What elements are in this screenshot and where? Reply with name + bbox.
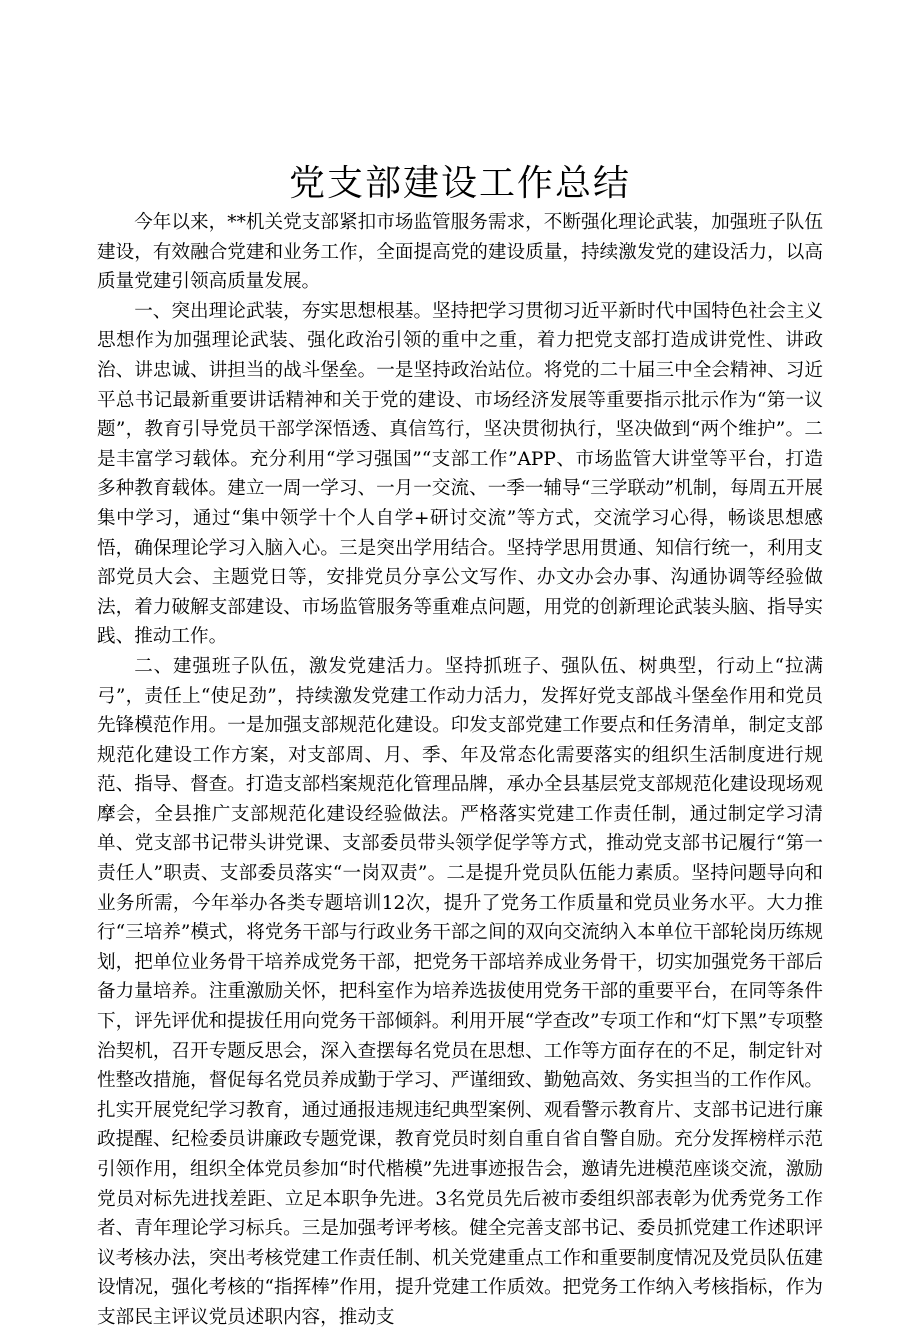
paragraph-intro: 今年以来，**机关党支部紧扣市场监管服务需求，不断强化理论武装，加强班子队伍建设，有效融合党建和业务工作，全面提高党的建设质量，持续激发党的建设活力，以高质量党建引领高质量发展。 [97,212,823,293]
document-title: 党支部建设工作总结 [288,163,631,204]
paragraph-section-2: 二、建强班子队伍，激发党建活力。坚持抓班子、强队伍、树典型，行动上“拉满弓”，责任上“使足劲”，持续激发党建工作动力活力，发挥好党支部战斗堡垒作用和党员先锋模范作用。一是加强支部规范化建设。印发支部党建工作要点和任务清单，制定支部规范化建设工作方案，对支部周、月、季、年及常态化需要落实的组织生活制度进行规范、指导、督查。打造支部档案规范化管理品牌，承办全县基层党支部规范化建设现场观摩会，全县推广支部规范化建设经验做法。严格落实党建工作责任制，通过制定学习清单、党支部书记带头讲党课、支部委员带头领学促学等方式，推动党支部书记履行“第一责任人”职责、支部委员落实“一岗双责”。二是提升党员队伍能力素质。坚持问题导向和业务所需，今年举办各类专题培训12次，提升了党务工作质量和党员业务水平。大力推行“三培养”模式，将党务干部与行政业务干部之间的双向交流纳入本单位干部轮岗历练规划，把单位业务骨干培养成党务干部，把党务干部培养成业务骨干，切实加强党务干部后备力量培养。注重激励关怀，把科室作为培养选拔使用党务干部的重要平台，在同等条件下，评先评优和提拔任用向党务干部倾斜。利用开展“学查改”专项工作和“灯下黑”专项整治契机，召开专题反思会，深入查摆每名党员在思想、工作等方面存在的不足，制定针对性整改措施，督促每名党员养成勤于学习、严谨细致、勤勉高效、务实担当的工作作风。扎实开展党纪学习教育，通过通报违规违纪典型案例、观看警示教育片、支部书记进行廉政提醒、纪检委员讲廉政专题党课，教育党员时刻自重自省自警自励。充分发挥榜样示范引领作用，组织全体党员参加“时代楷模”先进事迹报告会，邀请先进模范座谈交流，激励党员对标先进找差距、立足本职争先进。3名党员先后被市委组织部表彰为优秀党务工作者、青年理论学习标兵。三是加强考评考核。健全完善支部书记、委员抓党建工作述职评议考核办法，突出考核党建工作责任制、机关党建重点工作和重要制度情况及党员队伍建设情况，强化考核的“指挥棒”作用，提升党建工作质效。把党务工作纳入考核指标，作为支部民主评议党员述职内容，推动支 [97,655,823,1328]
document-body [97,208,823,1333]
paragraph-section-1: 一、突出理论武装，夯实思想根基。坚持把学习贯彻习近平新时代中国特色社会主义思想作为加强理论武装、强化政治引领的重中之重，着力把党支部打造成讲党性、讲政治、讲忠诚、讲担当的战斗堡垒。一是坚持政治站位。将党的二十届三中全会精神、习近平总书记最新重要讲话精神和关于党的建设、市场经济发展等重要指示批示作为“第一议题”，教育引导党员干部学深悟透、真信笃行，坚决贯彻执行，坚决做到“两个维护”。二是丰富学习载体。充分利用“学习强国”“支部工作”APP、市场监管大讲堂等平台，打造多种教育载体。建立一周一学习、一月一交流、一季一辅导“三学联动”机制，每周五开展集中学习，通过“集中领学十个人自学+研讨交流”等方式，交流学习心得，畅谈思想感悟，确保理论学习入脑入心。三是突出学用结合。坚持学思用贯通、知信行统一，利用支部党员大会、主题党日等，安排党员分享公文写作、办文办会办事、沟通协调等经验做法，着力破解支部建设、市场监管服务等重难点问题，用党的创新理论武装头脑、指导实践、推动工作。 [97,300,823,648]
